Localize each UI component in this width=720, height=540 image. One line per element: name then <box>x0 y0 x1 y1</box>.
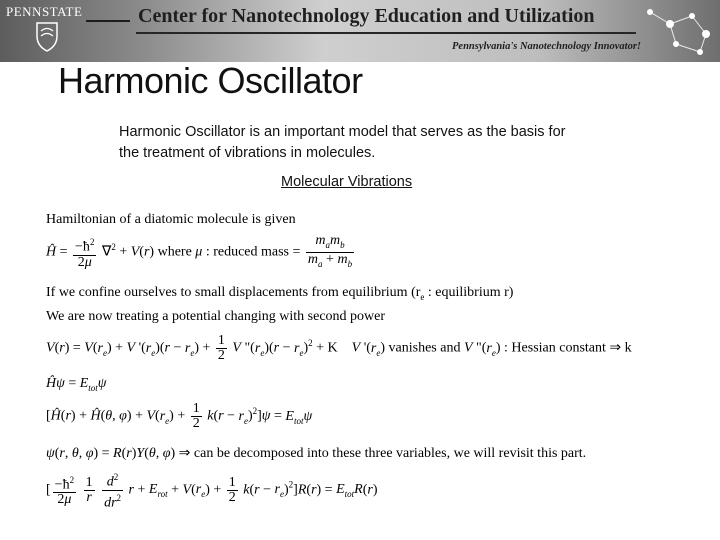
equation-hamiltonian: Ĥ = $\frac{-ħ^2}{2\mu}$ ∇$^2$ + V(r) where μ : reduced mass = $\frac{m_am_b}{m_a + m_b}$ <box>46 233 353 270</box>
shield-icon <box>36 22 58 52</box>
banner-underline <box>136 32 636 34</box>
molecule-graphic-icon <box>640 0 720 62</box>
intro-paragraph: Harmonic Oscillator is an important model that serves as the basis for the treatment of vibrations in molecules. <box>119 124 566 161</box>
banner-divider <box>86 20 130 22</box>
equation-schrodinger: Ĥψ = $E_{tot}\psi$ <box>46 376 107 393</box>
equation-line-4: We are now treating a potential changing with second power <box>46 309 386 324</box>
equation-line-3: If we confine ourselves to small displacements from equilibrium ($r_e$ : equilibrium r) <box>46 285 514 302</box>
equation-separation: ψ(r, θ, φ) = R(r)Y(θ, φ) ⇒ can be decomposed into these three variables, we will revisit this part. <box>46 446 587 461</box>
banner-title: Center for Nanotechnology Education and Utilization <box>138 5 595 27</box>
header-banner <box>0 0 720 62</box>
equation-taylor-expansion: $V(r) = V(r_e) + V$ '$(r_e)(r - r_e)$ + $\frac{1}{2}$ V "$(r_e)(r - r_e)^2 + K$ V '$(r_e)$ vanishes and V "$(r_e)$ : Hessian constant ⇒ k <box>46 333 632 363</box>
section-heading: Molecular Vibrations <box>281 174 413 190</box>
pennstate-wordmark: PENNSTATE <box>6 4 83 19</box>
equation-radial: [ $\frac{-ħ^2}{2\mu}$ $\frac{1}{r}$ $\frac{d^2}{dr^2}$ $r + E_{rot} + V(r_e)$ + $\frac{1}{2}$ $k(r - r_e)^2]R(r) = E_{tot}R(r)$ <box>46 472 378 511</box>
equation-separated-hamiltonian: [Ĥ(r) + Ĥ(θ, $\varphi) + V(r_e)$ + $\frac{1}{2}$ $k(r - r_e)^2]\psi = E_{tot}\psi$ <box>46 401 313 431</box>
banner-tagline: Pennsylvania's Nanotechnology Innovator! <box>452 41 642 52</box>
pennstate-logo <box>6 4 84 56</box>
equation-line-1: Hamiltonian of a diatomic molecule is given <box>46 212 296 227</box>
slide-title: Harmonic Oscillator <box>58 60 363 101</box>
